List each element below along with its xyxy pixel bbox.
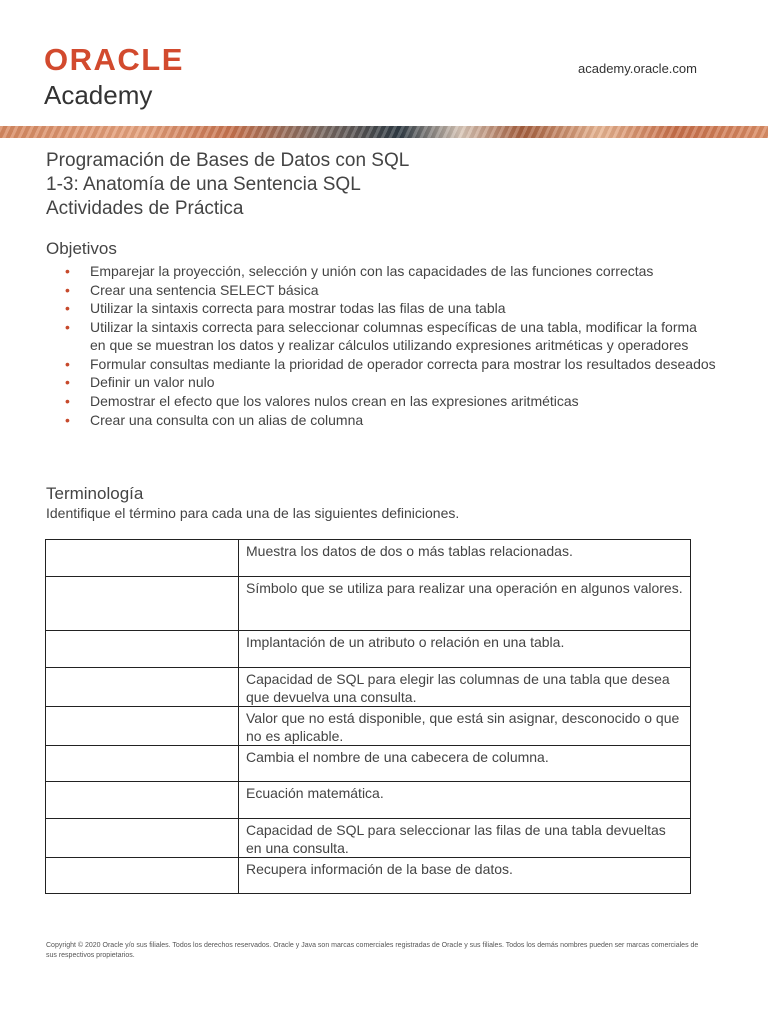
list-item — [46, 355, 716, 373]
definition-cell: Ecuación matemática. — [239, 782, 691, 819]
objectives-list — [46, 262, 716, 430]
term-answer-cell[interactable] — [46, 540, 239, 577]
terminology-table — [45, 539, 691, 894]
objectives-heading: Objetivos — [46, 239, 117, 258]
bullet-icon: • — [65, 393, 70, 410]
objective-text: Crear una sentencia SELECT básica — [90, 281, 319, 298]
table-row — [46, 746, 691, 782]
table-row — [46, 540, 691, 577]
term-answer-cell[interactable] — [46, 707, 239, 746]
table-row — [46, 858, 691, 894]
course-title: Programación de Bases de Datos con SQL — [46, 150, 410, 171]
objective-text: Crear una consulta con un alias de columna — [90, 411, 364, 428]
list-item — [46, 262, 716, 280]
terminology-heading: Terminología — [46, 484, 144, 503]
logo-oracle-text: ORACLE — [44, 42, 184, 77]
term-answer-cell[interactable] — [46, 746, 239, 782]
bullet-icon: • — [65, 263, 70, 279]
list-item — [46, 373, 716, 391]
table-row — [46, 707, 691, 746]
objective-text: Utilizar la sintaxis correcta para mostrar todas las filas de una tabla — [90, 300, 506, 317]
bullet-icon: • — [65, 319, 70, 336]
bullet-icon: • — [65, 300, 70, 317]
definition-cell: Capacidad de SQL para elegir las columnas de una tabla que desea que devuelva una consulta. — [239, 668, 691, 707]
list-item — [46, 318, 716, 354]
decorative-banner — [0, 126, 768, 138]
objective-text: Definir un valor nulo — [90, 374, 215, 391]
activity-title: Actividades de Práctica — [46, 198, 244, 219]
logo-academy-text: Academy — [44, 80, 153, 110]
site-url: academy.oracle.com — [578, 61, 697, 76]
bullet-icon: • — [65, 411, 70, 428]
table-row — [46, 577, 691, 631]
terminology-instructions: Identifique el término para cada una de las siguientes definiciones. — [46, 505, 460, 521]
copyright-footer: Copyright © 2020 Oracle y/o sus filiales. Todos los derechos reservados. Oracle y Java son marcas comerciales registradas de Oracle y sus filiales. Todos los demás nombres pueden ser marcas comerciales de sus respectivos propietarios. — [46, 942, 699, 959]
definition-cell: Símbolo que se utiliza para realizar una operación en algunos valores. — [239, 577, 691, 631]
list-item — [46, 411, 716, 429]
list-item — [46, 281, 716, 299]
table-row — [46, 668, 691, 707]
term-answer-cell[interactable] — [46, 577, 239, 631]
oracle-academy-logo — [44, 44, 184, 110]
definition-cell: Implantación de un atributo o relación en una tabla. — [239, 631, 691, 668]
term-answer-cell[interactable] — [46, 668, 239, 707]
definition-cell: Capacidad de SQL para seleccionar las filas de una tabla devueltas en una consulta. — [239, 819, 691, 858]
page-header — [0, 0, 768, 140]
definition-cell: Valor que no está disponible, que está sin asignar, desconocido o que no es aplicable. — [239, 707, 691, 746]
term-answer-cell[interactable] — [46, 819, 239, 858]
definition-cell: Muestra los datos de dos o más tablas relacionadas. — [239, 540, 691, 577]
term-answer-cell[interactable] — [46, 858, 239, 894]
objective-text: Demostrar el efecto que los valores nulos crean en las expresiones aritméticas — [90, 393, 579, 410]
bullet-icon: • — [65, 281, 70, 298]
objective-text: Utilizar la sintaxis correcta para seleccionar columnas específicas de una tabla, modificar la forma en que se muestran los datos y realizar cálculos utilizando expresiones aritméticas y operadores — [90, 319, 697, 354]
definition-cell: Recupera información de la base de datos. — [239, 858, 691, 894]
term-answer-cell[interactable] — [46, 631, 239, 668]
bullet-icon: • — [65, 355, 70, 372]
table-row — [46, 819, 691, 858]
list-item — [46, 392, 716, 410]
term-answer-cell[interactable] — [46, 782, 239, 819]
objective-text: Emparejar la proyección, selección y unión con las capacidades de las funciones correctas — [90, 263, 654, 279]
list-item — [46, 299, 716, 317]
table-row — [46, 782, 691, 819]
lesson-title: 1-3: Anatomía de una Sentencia SQL — [46, 174, 361, 195]
definition-cell: Cambia el nombre de una cabecera de columna. — [239, 746, 691, 782]
bullet-icon: • — [65, 374, 70, 391]
document-title — [46, 149, 409, 221]
objective-text: Formular consultas mediante la prioridad de operador correcta para mostrar los resultados deseados — [90, 355, 716, 372]
table-row — [46, 631, 691, 668]
